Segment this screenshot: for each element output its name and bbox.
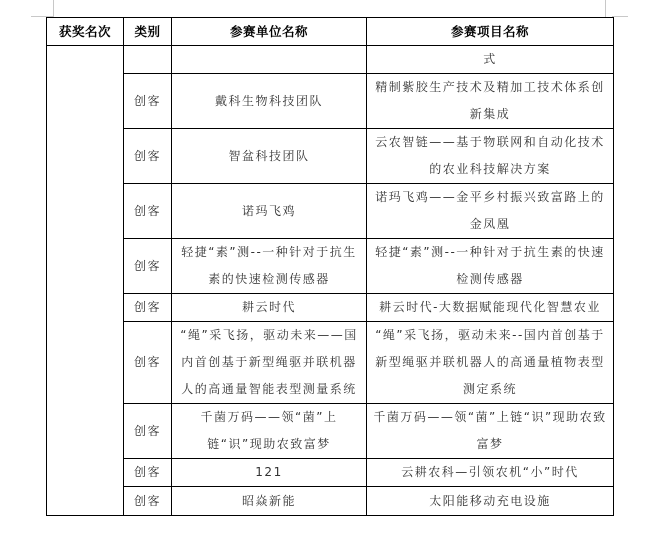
table-row (47, 404, 614, 459)
project-name-cell: 云耕农科—引领农机“小”时代 (367, 459, 614, 487)
page-corner-mark (53, 0, 54, 17)
unit-name-cell: 轻捷“素”测--一种针对于抗生素的快速检测传感器 (172, 239, 367, 294)
unit-name-cell: 诺玛飞鸡 (172, 184, 367, 239)
unit-name-cell: 121 (172, 459, 367, 487)
unit-name-cell: 昭焱新能 (172, 487, 367, 516)
table-row (47, 294, 614, 322)
table-row (47, 239, 614, 294)
page-corner-mark (612, 16, 628, 17)
project-name-cell: 太阳能移动充电设施 (367, 487, 614, 516)
project-name-cell: 式 (367, 46, 614, 74)
project-name-cell: 精制紫胶生产技术及精加工技术体系创新集成 (367, 74, 614, 129)
category-cell: 创客 (124, 294, 172, 322)
category-cell: 创客 (124, 404, 172, 459)
project-name-cell: 诺玛飞鸡——金平乡村振兴致富路上的金凤凰 (367, 184, 614, 239)
unit-name-cell: 智盆科技团队 (172, 129, 367, 184)
header-rank: 获奖名次 (47, 18, 124, 46)
category-cell: 创客 (124, 184, 172, 239)
category-cell: 创客 (124, 459, 172, 487)
table-row (47, 459, 614, 487)
project-name-cell: 千菌万码——领“菌”上链“识”现助农致富梦 (367, 404, 614, 459)
category-cell: 创客 (124, 239, 172, 294)
category-cell: 创客 (124, 74, 172, 129)
unit-name-cell: 千菌万码——领“菌”上链“识”现助农致富梦 (172, 404, 367, 459)
unit-name-cell: 戴科生物科技团队 (172, 74, 367, 129)
unit-name-cell: “绳”采飞扬，驱动未来——国内首创基于新型绳驱并联机器人的高通量智能表型测量系统 (172, 322, 367, 404)
table-row (47, 46, 614, 74)
table-row (47, 129, 614, 184)
project-name-cell: 耕云时代-大数据赋能现代化智慧农业 (367, 294, 614, 322)
table-row (47, 184, 614, 239)
project-name-cell: 云农智链——基于物联网和自动化技术的农业科技解决方案 (367, 129, 614, 184)
project-name-cell: “绳”采飞扬，驱动未来--国内首创基于新型绳驱并联机器人的高通量植物表型测定系统 (367, 322, 614, 404)
table-row (47, 322, 614, 404)
category-cell: 创客 (124, 487, 172, 516)
unit-name-cell (172, 46, 367, 74)
header-project-name: 参赛项目名称 (367, 18, 614, 46)
category-cell: 创客 (124, 129, 172, 184)
table-row (47, 487, 614, 516)
unit-name-cell: 耕云时代 (172, 294, 367, 322)
project-name-cell: 轻捷“素”测--一种针对于抗生素的快速检测传感器 (367, 239, 614, 294)
rank-cell (47, 46, 124, 516)
category-cell: 创客 (124, 322, 172, 404)
header-row (47, 18, 614, 46)
header-category: 类别 (124, 18, 172, 46)
table-row (47, 74, 614, 129)
page-corner-mark (605, 0, 606, 17)
awards-table (46, 17, 614, 516)
header-unit-name: 参赛单位名称 (172, 18, 367, 46)
category-cell (124, 46, 172, 74)
